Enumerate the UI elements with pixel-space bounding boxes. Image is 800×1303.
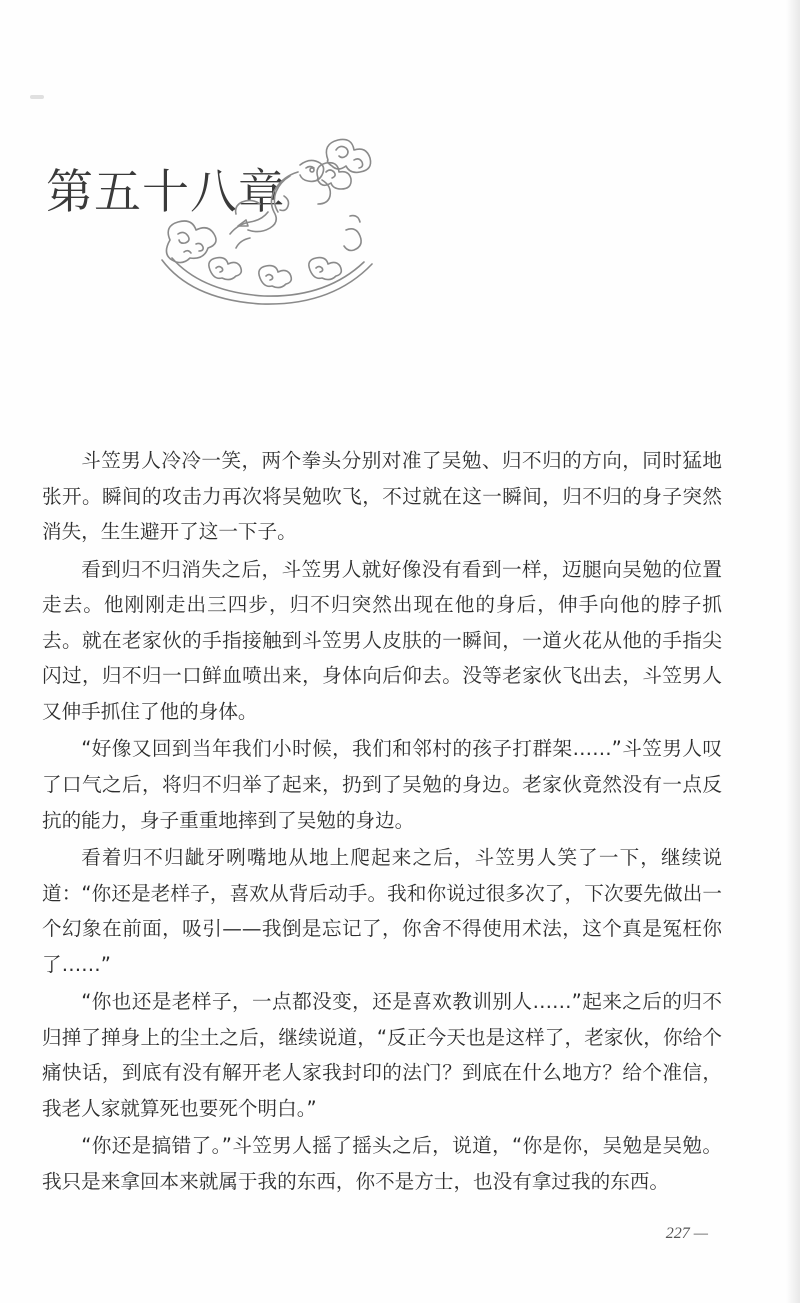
paragraph: “好像又回到当年我们小时候，我们和邻村的孩子打群架……”斗笠男人叹了口气之后，将归不归举了起来，扔到了吴勉的身边。老家伙竟然没有一点反抗的能力，身子重重地摔到了吴勉的身边。 — [42, 737, 722, 832]
paragraph: 看着归不归龇牙咧嘴地从地上爬起来之后，斗笠男人笑了一下，继续说道：“你还是老样子，喜欢从背后动手。我和你说过很多次了，下次要先做出一个幻象在前面，吸引——我倒是忘记了，你舍不得使用术法，这个真是冤枉你了……” — [42, 845, 722, 976]
chapter-body — [42, 443, 722, 1201]
paragraph: 看到归不归消失之后，斗笠男人就好像没有看到一样，迈腿向吴勉的位置走去。他刚刚走出三四步，归不归突然出现在他的身后，伸手向他的脖子抓去。就在老家伙的手指接触到斗笠男人皮肤的一瞬间，一道火花从他的手指尖闪过，归不归一口鲜血喷出来，身体向后仰去。没等老家伙飞出去，斗笠男人又伸手抓住了他的身体。 — [42, 557, 722, 723]
paragraph: “你也还是老样子，一点都没变，还是喜欢教训别人……”起来之后的归不归掸了掸身上的尘土之后，继续说道，“反正今天也是这样了，老家伙，你给个痛快话，到底有没有解开老人家我封印的法门？到底在什么地方？给个准信，我老人家就算死也要死个明白。” — [42, 990, 722, 1120]
scan-speck — [30, 95, 44, 99]
dragon-cloud-ornament-icon — [150, 120, 390, 305]
page-edge-shadow — [786, 0, 800, 1303]
page-number: 227 — — [665, 1225, 708, 1242]
dragon-figure — [230, 160, 330, 248]
paragraph: “你还是搞错了。”斗笠男人摇了摇头之后，说道，“你是你，吴勉是吴勉。我只是来拿回本来就属于我的东西，你不是方士，也没有拿过我的东西。 — [42, 1134, 722, 1193]
chapter-title: 第五十八章 — [46, 165, 286, 221]
paragraph: 斗笠男人冷冷一笑，两个拳头分别对准了吴勉、归不归的方向，同时猛地张开。瞬间的攻击力再次将吴勉吹飞，不过就在这一瞬间，归不归的身子突然消失，生生避开了这一下子。 — [42, 449, 722, 544]
cloud-cluster-left — [166, 221, 216, 263]
